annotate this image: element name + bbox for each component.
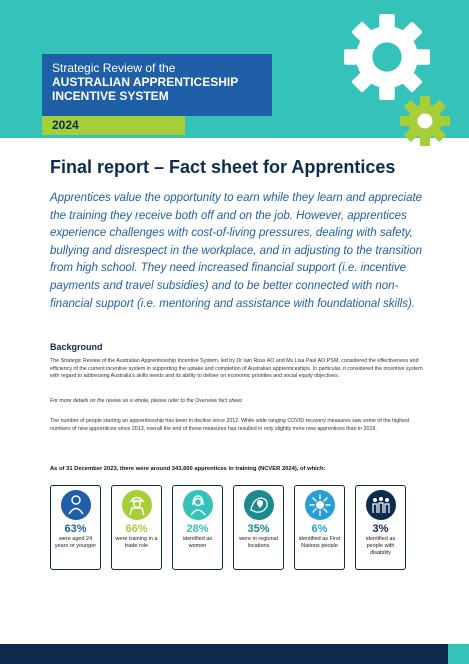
stat-card-first-nations (294, 485, 345, 570)
stat-card-women (172, 485, 223, 570)
background-paragraph-2: For more details on the review as a whole, please refer to the Overview fact sheet. (50, 398, 244, 404)
stat-description: identified as women (182, 536, 213, 549)
stat-card-regional (233, 485, 284, 570)
stat-description: were training in a trade role (115, 536, 158, 549)
stat-card-disability (355, 485, 406, 570)
title-box (42, 54, 272, 116)
stat-percent: 63% (64, 523, 87, 535)
stat-percent: 3% (372, 523, 389, 535)
footer-band (0, 644, 469, 664)
woman-icon (183, 490, 213, 520)
tradesperson-icon (122, 490, 152, 520)
gear-icon (400, 96, 450, 146)
stat-card-young (50, 485, 101, 570)
stat-description: were aged 24 years or younger (54, 536, 97, 549)
report-title: Final report – Fact sheet for Apprentices (50, 157, 396, 177)
stat-card-trade (111, 485, 162, 570)
stat-percent: 66% (125, 523, 148, 535)
map-pin-icon (244, 490, 274, 520)
background-paragraph-1: The Strategic Review of the Australian Apprenticeship Incentive System, led by Dr Iain Ross AO and Ms Lisa Paul AO PSM, considered the effectiveness and efficiency of the current incentive system in supporting the uptake and completion of Australian apprenticeships. In particular, it considered the incentive system with regard to addressing Australia's skills needs and its ability to deliver on economic priorities and social equity objectives. (50, 358, 423, 380)
title-line-2: AUSTRALIAN APPRENTICESHIP (52, 75, 239, 89)
background-paragraph-3: The number of people starting an apprenticeship has been in decline since 2012. While wide ranging COVID recovery measures saw some of the highest numbers of new apprentices since 2013, overall the end of these measures has resulted in only slightly more new apprentices than in 2019. (50, 418, 410, 432)
stat-percent: 28% (186, 523, 209, 535)
disability-icon (366, 490, 396, 520)
title-line-3: INCENTIVE SYSTEM (52, 89, 169, 103)
gear-icon (344, 14, 430, 100)
stats-heading: As of 31 December 2023, there were around 343,600 apprentices in training (NCVER 2024), of which: (50, 466, 326, 472)
young-person-icon (61, 490, 91, 520)
stat-description: identified as First Nations people (298, 536, 341, 549)
first-nations-icon (305, 490, 335, 520)
stat-description: were in regional locations (239, 536, 278, 549)
stat-percent: 6% (311, 523, 328, 535)
intro-paragraph: Apprentices value the opportunity to earn while they learn and appreciate the training they receive both off and on the job. However, apprentices experience challenges with cost-of-living pressures, dealing with safety, bullying and disrespect in the workplace, and in adjusting to the transition from high school. They need increased financial support (i.e. incentive payments and travel subsidies) and to be better connected with non-financial support (i.e. mentoring and assistance with foundational skills). (50, 192, 423, 310)
title-line-1: Strategic Review of the (52, 61, 176, 75)
year-badge: 2024 (42, 116, 185, 135)
footer-accent (448, 644, 469, 664)
stat-percent: 35% (247, 523, 270, 535)
stat-description: identified as people with disability (365, 536, 396, 556)
background-heading: Background (50, 342, 103, 352)
